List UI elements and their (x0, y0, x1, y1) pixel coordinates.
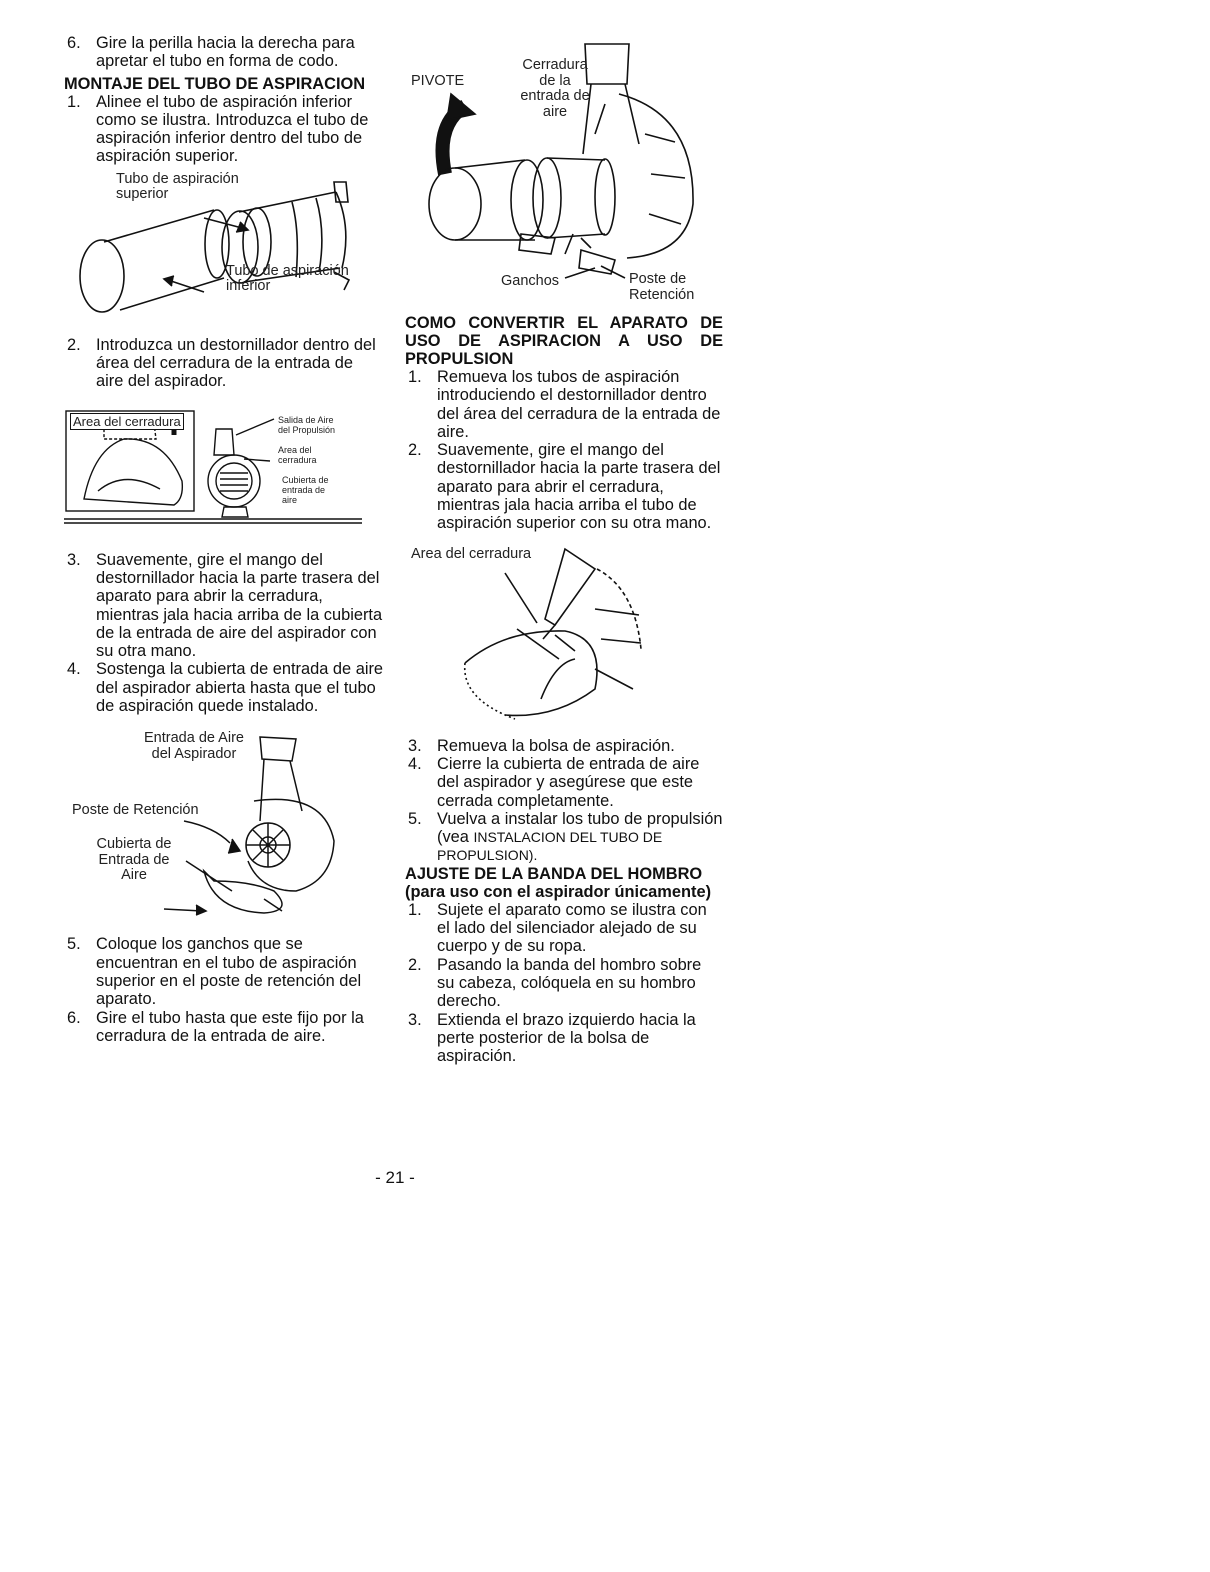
list-item (405, 368, 723, 441)
list-item (64, 336, 384, 391)
item-text: Remueva la bolsa de aspiración. (437, 736, 675, 755)
item-text: Coloque los ganchos que se encuentran en el tubo de aspiración superior en el poste de retención del aparato. (96, 935, 362, 1009)
item-number: 6. (67, 34, 81, 52)
list-item (405, 956, 723, 1011)
label-air-inlet-lock: Cerradura de la entrada de aire (520, 57, 590, 120)
list-item (405, 441, 723, 532)
list-item (64, 34, 384, 71)
list-item (64, 935, 384, 1008)
item-text: Gire la perilla hacia la derecha para apretar el tubo en forma de codo. (96, 34, 355, 71)
item-number: 2. (408, 955, 422, 974)
item-number: 2. (67, 335, 81, 354)
item-number: 4. (67, 660, 81, 679)
item-number: 5. (67, 935, 81, 954)
figure-tube-alignment (64, 172, 384, 330)
item-text: Gire el tubo hasta que este fijo por la cerradura de la entrada de aire. (96, 1008, 364, 1045)
label-lower-tube: Tubo de aspiración inferior (226, 262, 349, 295)
cross-reference: INSTALACION DEL TUBO DE PROPULSION). (437, 829, 663, 864)
section-heading: MONTAJE DEL TUBO DE ASPIRACION (64, 74, 366, 93)
section-subheading: (para uso con el aspirador únicamente) (405, 882, 712, 901)
item-text: Extienda el brazo izquierdo hacia la perte posterior de la bolsa de aspiración. (437, 1010, 696, 1066)
item-text: Sujete el aparato como se ilustra con el lado del silenciador alejado de su cuerpo y de su ropa. (437, 900, 707, 956)
item-number: 1. (67, 92, 81, 111)
list-item (405, 810, 723, 865)
section-heading: COMO CONVERTIR EL APARATO DE USO DE ASPIRACION A USO DE PROPULSION (405, 314, 723, 368)
figure-lock-screwdriver (405, 539, 723, 731)
figure-pivot (405, 34, 723, 310)
label-retention-post: Poste de Retención (629, 271, 695, 303)
label-retention-post: Poste de Retención (72, 802, 199, 819)
figure-inlet-cover (64, 731, 384, 931)
item-number: 1. (408, 900, 422, 919)
list-item (64, 660, 384, 715)
label-air-inlet: Entrada de Aire del Aspirador (144, 730, 244, 762)
item-number: 4. (408, 754, 422, 773)
item-text: Suavemente, gire el mango del destornillador hacia la parte trasera del aparato para abrir la cerradura, mientras jala hacia arriba de la cubierta de la entrada de aire del aspirador con su otra mano. (96, 550, 383, 661)
list-item (405, 737, 723, 755)
label-lock-area: Area del cerradura (411, 545, 532, 562)
section-heading: AJUSTE DE LA BANDA DEL HOMBRO (405, 864, 703, 883)
item-text: Introduzca un destornillador dentro del área del cerradura de la entrada de aire del aspirador. (96, 335, 376, 391)
item-text: Alinee el tubo de aspiración inferior como se ilustra. Introduzca el tubo de aspiración inferior dentro del tubo de aspiración superior. (96, 92, 369, 166)
item-text: Suavemente, gire el mango del destornillador hacia la parte trasera del aparato para abrir el cerradura, mientras jala hacia arriba el tubo de aspiración superior con su otra mano. (437, 441, 721, 533)
list-item (405, 1011, 723, 1066)
item-number: 2. (408, 441, 422, 460)
label-inlet-cover: Cubierta de entrada de aire (282, 474, 329, 505)
item-text: Vuelva a instalar los tubo de propulsión (vea (437, 809, 723, 847)
item-number: 3. (67, 550, 81, 569)
list-item (405, 901, 723, 956)
label-lock-area: Area del cerradura (278, 444, 317, 465)
item-number: 3. (408, 736, 422, 755)
item-number: 3. (408, 1010, 422, 1029)
label-outlet: Salida de Aire del Propulsión (278, 414, 336, 435)
label-pivot: PIVOTE (411, 73, 465, 89)
list-item (64, 93, 384, 166)
figure-lock-area (64, 409, 384, 529)
item-text: Cierre la cubierta de entrada de aire del aspirador y asegúrese que este cerrada completamente. (437, 754, 700, 810)
label-upper-tube: Tubo de aspiración superior (116, 170, 239, 203)
item-number: 6. (67, 1008, 81, 1027)
label-hooks: Ganchos (501, 273, 560, 289)
item-text: Remueva los tubos de aspiración introduciendo el destornillador dentro del área del cerradura de la entrada de aire. (437, 368, 721, 441)
item-number: 5. (408, 809, 422, 828)
page-number: - 21 - (375, 1168, 415, 1187)
left-column (64, 34, 384, 1045)
label-inlet-cover: Cubierta de Entrada de Aire (96, 836, 172, 884)
list-item (64, 1009, 384, 1046)
label-box-lock-area: Area del cerradura (70, 413, 184, 431)
lock-screwdriver-illustration (405, 539, 723, 731)
right-column (405, 34, 723, 1065)
item-number: 1. (408, 368, 422, 386)
list-item (405, 755, 723, 810)
item-text: Sostenga la cubierta de entrada de aire del aspirador abierta hasta que el tubo de aspiración quede instalado. (96, 660, 384, 716)
list-item (64, 551, 384, 661)
item-text: Pasando la banda del hombro sobre su cabeza, colóquela en su hombro derecho. (437, 955, 702, 1011)
